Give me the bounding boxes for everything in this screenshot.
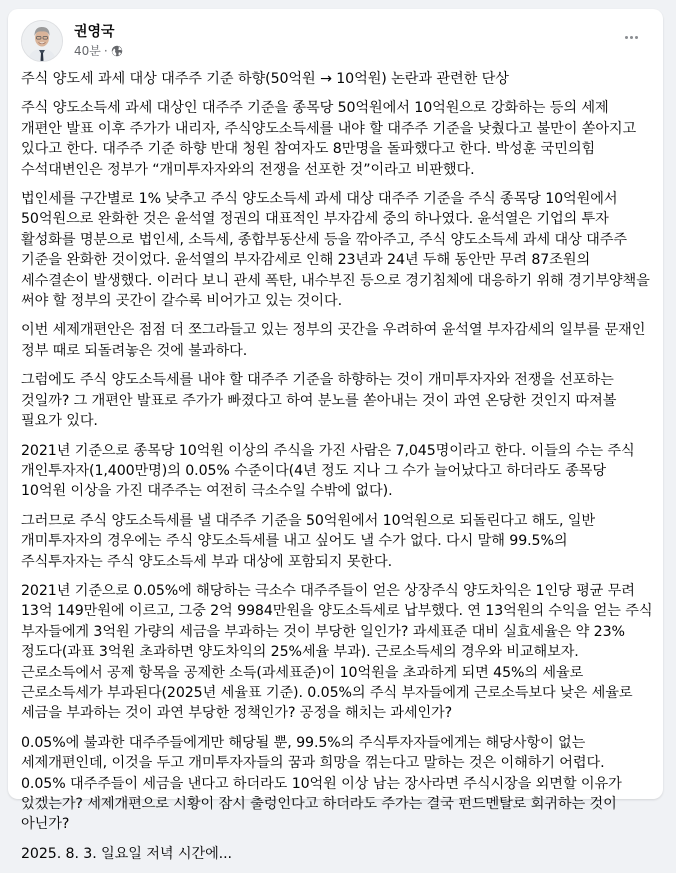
post-paragraph: 0.05%에 불과한 대주주들에게만 해당될 뿐, 99.5%의 주식투자자들에게는 해당사항이 없는 세제개편인데, 이것을 두고 개미투자자들의 꿈과 희망을 꺾는다고 말하는 것은 이해하기 어렵다. 0.05% 대주주들이 세금을 낸다고 하더라도 10억원 이상 남는 장사라면 주식시장을 외면할 이유가 있겠는가? 세제개편으로 시황이 잠시 출렁인다고 하더라도 주가는 결국 펀드멘탈로 회귀하는 것이 아닌가?: [21, 734, 622, 833]
post-timestamp[interactable]: 40분: [74, 44, 101, 58]
post-title: 주식 양도세 과세 대상 대주주 기준 하향(50억원 → 10억원) 논란과 관련한 단상: [21, 71, 509, 87]
post-signoff: 2025. 8. 3. 일요일 저녁 시간에...: [21, 845, 232, 862]
separator-dot: ·: [103, 44, 108, 58]
post-header: [21, 18, 650, 64]
globe-icon[interactable]: [111, 45, 123, 57]
post-paragraph: 2021년 기준으로 종목당 10억원 이상의 주식을 가진 사람은 7,045명이라고 한다. 이들의 수는 주식 개인투자자(1,400만명)의 0.05% 수준이다(4년 정도 지나 그 수가 늘어났다고 하더라도 종목당 10억원 이상을 가진 대주주는 여전히 극소수일 수밖에 없다).: [21, 442, 635, 500]
post-body: [21, 69, 653, 873]
post-card: [8, 9, 663, 862]
more-options-icon: [635, 36, 638, 39]
more-options-icon: [625, 36, 628, 39]
avatar-photo-icon: [22, 21, 62, 61]
post-paragraph: 법인세를 구간별로 1% 낮추고 주식 양도소득세 과세 대상 대주주 기준을 주식 종목당 10억원에서 50억원으로 완화한 것은 윤석열 정권의 대표적인 부자감세 중의 하나였다. 윤석열은 기업의 투자 활성화를 명분으로 법인세, 소득세, 종합부동산세 등을 깎아주고, 주식 양도소득세 과세 대상 대주주 기준을 완화한 것이었다. 윤석열의 부자감세로 인해 23년과 24년 두해 동안만 무려 87조원의 세수결손이 발생했다. 이러다 보니 관세 폭탄, 내수부진 등으로 경기침체에 대응하기 위해 경기부양책을 써야 할 정부의 곳간이 갈수록 비어가고 있는 것이다.: [21, 191, 650, 310]
post-paragraph: 이번 세제개편안은 점점 더 쪼그라들고 있는 정부의 곳간을 우려하여 윤석열 부자감세의 일부를 문재인 정부 때로 되돌려놓은 것에 불과하다.: [21, 322, 646, 359]
post-paragraph: 그럼에도 주식 양도소득세를 내야 할 대주주 기준을 하향하는 것이 개미투자자와 전쟁을 선포하는 것일까? 그 개편안 발표로 주가가 빠졌다고 하여 분노를 쏟아내는 것이 과연 온당한 것인지 따져볼 필요가 있다.: [21, 372, 617, 430]
more-options-icon: [630, 36, 633, 39]
author-name[interactable]: 권영국: [74, 24, 115, 40]
more-options-button[interactable]: [613, 19, 649, 55]
post-paragraph: 주식 양도소득세 과세 대상인 대주주 기준을 종목당 50억원에서 10억원으로 강화하는 등의 세제 개편안 발표 이후 주가가 내리자, 주식양도소득세를 내야 할 대주주 기준을 낮췄다고 불만이 쏟아지고 있다고 한다. 대주주 기준 하향 반대 청원 참여자도 8만명을 돌파했다고 한다. 박성훈 국민의힘 수석대변인은 정부가 “개미투자자와의 전쟁을 선포한 것”이라고 비판했다.: [21, 100, 637, 178]
post-subline: [74, 43, 123, 59]
post-paragraph: 그러므로 주식 양도소득세를 낼 대주주 기준을 50억원에서 10억원으로 되돌린다고 해도, 일반 개미투자자의 경우에는 주식 양도소득세를 내고 싶어도 낼 수가 없다. 다시 말해 99.5%의 주식투자자는 주식 양도소득세 부과 대상에 포함되지 못한다.: [21, 512, 596, 570]
post-paragraph: 2021년 기준으로 0.05%에 해당하는 극소수 대주주들이 얻은 상장주식 양도차익은 1인당 평균 무려 13억 149만원에 이르고, 그중 2억 9984만원을 양도소득세로 납부했다. 연 13억원의 수익을 얻는 주식 부자들에게 3억원 가량의 세금을 부과하는 것이 부당한 일인가? 과세표준 대비 실효세율은 약 23% 정도다(과표 3억원 초과하면 양도차익의 25%세율 부과). 근로소득세의 경우와 비교해보자. 근로소득에서 공제 항목을 공제한 소득(과세표준)이 10억원을 초과하게 되면 45%의 세율로 근로소득세가 부과된다(2025년 세율표 기준). 0.05%의 주식 부자들에게 근로소득보다 낮은 세율로 세금을 부과하는 것이 과연 부당한 정책인가? 공정을 해치는 과세인가?: [21, 582, 653, 722]
author-avatar[interactable]: [21, 20, 63, 62]
post-meta: [74, 23, 123, 59]
